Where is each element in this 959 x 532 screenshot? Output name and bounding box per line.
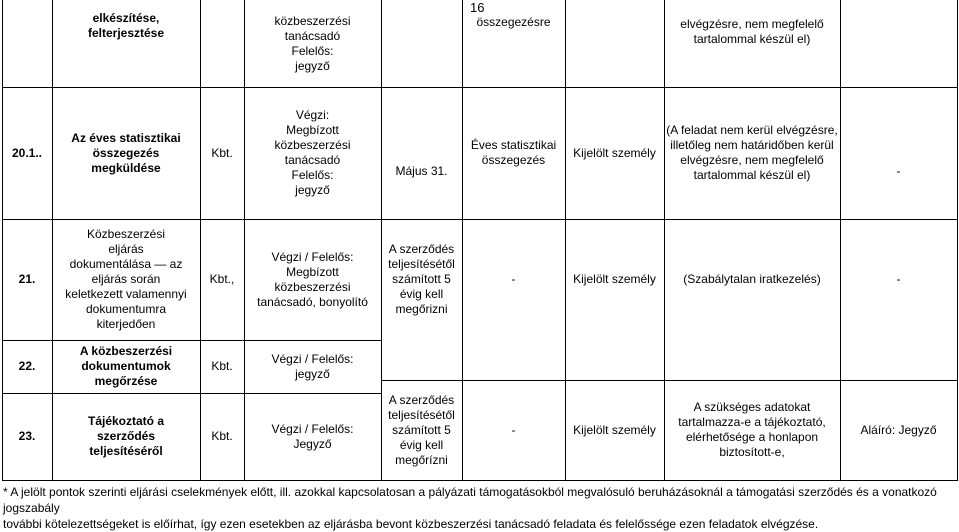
top-row-deadline-event: összegezésre (476, 14, 551, 29)
footnote: * A jelölt pontok szerinti eljárási cselekmények előtt, ill. azokkal kapcsolatosan a pályázati támogatásokból megvalósuló beruházásoknál a támogatási szerződés és a vonatkozó jogszabály további kötelezettségeket is előírhat, így ezen esetekben az eljárásba bevont közbeszerzési tanácsadó feladata és felelőssége ezen feladatok elvégzése. (3, 485, 937, 531)
row-number: 22. (18, 359, 36, 373)
row-consequence: A szükséges adatokat tartalmazza-e a tájékoztató, elérhetősége a honlapon biztosított-e, (678, 400, 826, 459)
row-controller: Kijelölt személy (573, 145, 656, 160)
row-consequence: (Szabálytalan iratkezelés) (683, 272, 821, 286)
row-deadline: A szerződés teljesítésétől számított 5 évig kell megőrizni (388, 242, 455, 316)
row-extra: - (896, 163, 901, 178)
row-number: 20.1.. (11, 145, 43, 160)
row-deadline: A szerződés teljesítésétől számított 5 évig kell megőrízni (388, 392, 455, 467)
row-document: - (511, 422, 516, 437)
top-row-task: elkészítése, felterjesztése (87, 11, 165, 40)
row-task: A közbeszerzési dokumentumok megőrzése (79, 344, 173, 388)
row-number: 23. (18, 429, 36, 443)
row-responsible: Végzi / Felelős: Megbízott közbeszerzési tanácsadó, bonyolító (257, 249, 368, 309)
row-controller: Kijelölt személy (573, 272, 656, 286)
row-number: 21. (18, 272, 36, 286)
row-responsible: Végzi: Megbízott közbeszerzési tanácsadó Felelős: jegyző (274, 108, 351, 197)
row-task: Az éves statisztikai összegezés megküldése (71, 130, 181, 175)
row-extra: Aláíró: Jegyző (860, 422, 937, 437)
row-task: Közbeszerzési eljárás dokumentálása — az eljárás során keletkezett valamennyi dokumentumra kiterjedően (65, 227, 187, 331)
top-row-note: elvégzésre, nem megfelelő tartalommal készül el) (680, 17, 824, 46)
row-document: - (511, 272, 516, 286)
row-task: Tájékoztató a szerződés teljesítéséről (87, 414, 165, 458)
row-kbt: Kbt. (211, 145, 233, 160)
row-consequence: (A feladat nem kerül elvégzésre, illetőleg nem határidőben kerül elvégzésre, nem megfelelő tartalommal készül el) (666, 123, 838, 182)
row-extra: - (896, 272, 901, 286)
row-controller: Kijelölt személy (573, 422, 656, 437)
row-responsible: Végzi / Felelős: Jegyző (271, 421, 354, 451)
row-kbt: Kbt. (211, 359, 233, 373)
row-kbt: Kbt., (209, 272, 235, 286)
page-number: 16 (470, 0, 485, 15)
row-deadline: Május 31. (395, 163, 448, 178)
row-kbt: Kbt. (211, 429, 233, 443)
row-responsible: Végzi / Felelős: jegyző (271, 351, 354, 381)
row-document: Éves statisztikai összegezés (470, 138, 557, 167)
top-row-responsible: közbeszerzési tanácsadó Felelős: jegyző (274, 14, 351, 73)
